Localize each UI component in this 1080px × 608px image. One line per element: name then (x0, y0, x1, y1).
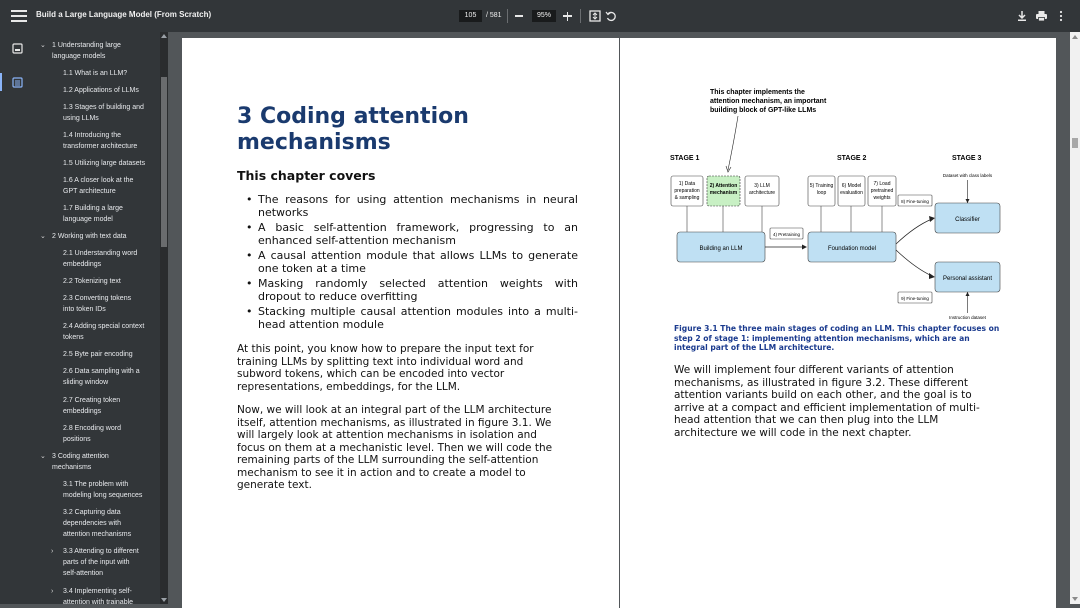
outline-label: embeddings (63, 261, 102, 268)
connector (821, 206, 882, 232)
scrollbar-thumb[interactable] (1072, 138, 1078, 148)
outline-item[interactable] (40, 451, 109, 473)
zoom-out-button[interactable] (515, 10, 523, 22)
arrowhead (929, 216, 935, 222)
fit-to-page-icon[interactable] (589, 10, 601, 22)
download-icon[interactable] (1016, 10, 1028, 22)
document-title: Build a Large Language Model (From Scratch) (36, 10, 212, 19)
flow-arrow (896, 219, 932, 244)
chevron-down-icon[interactable]: ⌄ (40, 233, 46, 240)
step-label: evaluation (840, 190, 863, 196)
body-paragraph: Now, we will look at an integral part of the LLM architecture itself, attention mechanisms, as illustrated in figure 3.1. We will largely look at attention mechanisms in isolation and focus on them at a mechanistic level. Then we will code the remaining parts of the LLM surrounding the self-attention mechanism to see it in action and to create a model to generate text. (237, 404, 553, 491)
stage-label: STAGE 3 (952, 155, 982, 162)
outline-item[interactable] (63, 507, 131, 540)
outline-item[interactable] (63, 321, 144, 343)
outline-item[interactable] (63, 276, 121, 287)
toolbar-divider (580, 9, 581, 23)
box-label: Classifier (955, 217, 980, 223)
scroll-down-arrow-icon[interactable] (1072, 597, 1078, 601)
step-label: 6) Model (841, 183, 862, 189)
chevron-right-icon[interactable]: › (51, 548, 54, 555)
outline-label: 2.3 Converting tokens (63, 295, 132, 302)
rotate-icon[interactable] (605, 10, 617, 22)
chevron-right-icon[interactable]: › (51, 588, 54, 595)
main-scrollbar[interactable] (1070, 32, 1080, 604)
outline-label: 3.3 Attending to different (63, 548, 139, 555)
outline-label: tokens (63, 334, 84, 341)
outline-label: 2 Working with text data (52, 233, 127, 240)
toolbar-divider (507, 9, 508, 23)
outline-label: 1.7 Building a large (63, 205, 123, 212)
outline-label: language model (63, 216, 113, 223)
arrowhead (929, 273, 935, 279)
outline-label: GPT architecture (63, 188, 116, 195)
outline-label: 3 Coding attention (52, 453, 109, 460)
outline-label: transformer architecture (63, 143, 138, 150)
step-label: 4) Pretraining (772, 232, 801, 237)
outline-item[interactable] (63, 349, 133, 360)
step-label: 9) Fine-tuning (901, 296, 929, 301)
outline-item[interactable] (63, 293, 131, 315)
outline-label: modeling long sequences (63, 492, 143, 499)
chapter-title-line: 3 Coding attention (237, 104, 469, 129)
chapter-title (237, 104, 537, 156)
zoom-input[interactable]: 95% (532, 10, 556, 22)
step-label: weights (873, 195, 891, 201)
outline-item[interactable] (63, 102, 144, 124)
page-total: / 581 (486, 12, 502, 19)
chevron-down-icon[interactable]: ⌄ (40, 453, 46, 460)
outline-item[interactable] (63, 130, 137, 152)
step-label: mechanism (709, 190, 738, 196)
scroll-down-arrow-icon[interactable] (161, 598, 167, 602)
pdf-page-left (182, 38, 619, 608)
outline-label: mechanisms (52, 464, 92, 471)
outline-item[interactable] (63, 158, 145, 169)
list-item: • Stacking multiple causal attention modules into a multi-head attention module (248, 306, 578, 331)
outline-label: sliding window (63, 379, 109, 386)
active-indicator (0, 73, 2, 91)
figure-note: building block of GPT-like LLMs (710, 107, 817, 114)
side-rail (0, 32, 33, 604)
step-label: 3) LLM (754, 183, 770, 189)
outline-item[interactable] (63, 248, 137, 270)
figure-caption: Figure 3.1 The three main stages of coding an LLM. This chapter focuses on step 2 of stage 1: implementing attention mechanisms, which are an integral part of the LLM architecture. (674, 324, 1000, 352)
scrollbar-thumb[interactable] (161, 77, 167, 247)
list-item: • Masking randomly selected attention weights with dropout to reduce overfitting (248, 278, 578, 303)
box-label: Personal assistant (942, 276, 993, 282)
note-arrow (728, 116, 738, 170)
outline-label: 1 Understanding large (52, 42, 121, 49)
chevron-down-icon[interactable]: ⌄ (40, 42, 46, 49)
covers-heading: This chapter covers (237, 168, 376, 183)
more-vertical-icon[interactable] (1058, 10, 1064, 22)
outline-label: 1.2 Applications of LLMs (63, 87, 139, 94)
outline-label: 2.1 Understanding word (63, 250, 138, 257)
outline-item[interactable] (40, 231, 127, 242)
outline-item[interactable] (63, 479, 142, 501)
figure-note: This chapter implements the (710, 89, 805, 96)
outline-item[interactable] (63, 423, 121, 445)
outline-label: 3.4 Implementing self- (63, 588, 132, 595)
arrowhead (802, 245, 807, 250)
chapter-title-line: mechanisms (237, 130, 391, 155)
stage-label: STAGE 2 (837, 155, 867, 162)
outline-label: 3.1 The problem with (63, 481, 129, 488)
outline-label: positions (63, 436, 91, 443)
step-label: 1) Data (678, 181, 696, 187)
covers-list (248, 194, 578, 334)
scroll-up-arrow-icon[interactable] (161, 34, 167, 38)
outline-icon[interactable] (12, 77, 23, 88)
list-item: • A basic self-attention framework, progressing to an enhanced self-attention mechanism (248, 222, 578, 247)
step-label: architecture (748, 190, 776, 196)
hamburger-icon[interactable] (11, 8, 27, 24)
step-label: preparation (674, 188, 700, 194)
outline-label: parts of the input with (63, 559, 130, 566)
thumbnails-icon[interactable] (12, 43, 23, 54)
scroll-up-arrow-icon[interactable] (1072, 35, 1078, 39)
outline-label: 2.4 Adding special context (63, 323, 145, 330)
outline-label: 1.4 Introducing the (63, 132, 121, 139)
outline-item[interactable] (63, 68, 127, 79)
zoom-in-button[interactable] (563, 10, 572, 22)
stage-label: STAGE 1 (670, 155, 700, 162)
outline-item[interactable] (51, 546, 139, 579)
outline-label: 2.2 Tokenizing text (63, 278, 121, 285)
outline-label: 1.5 Utilizing large datasets (63, 160, 146, 167)
outline-label: dependencies with (63, 520, 121, 527)
dataset-label: Dataset with class labels (942, 173, 993, 178)
outline-label: language models (52, 53, 106, 60)
outline-label: 2.8 Encoding word (63, 425, 121, 432)
outline-scrollbar[interactable] (160, 32, 168, 604)
box-label: Foundation model (827, 246, 877, 252)
outline-item[interactable] (63, 85, 139, 96)
step-label: 8) Fine-tuning (901, 199, 929, 204)
outline-label: attention with trainable (63, 599, 134, 604)
outline-label: 1.6 A closer look at the (63, 177, 134, 184)
outline-item[interactable] (63, 366, 140, 388)
outline-label: 2.7 Creating token (63, 397, 121, 404)
arrowhead (966, 292, 970, 296)
step-label: 7) Load (873, 181, 891, 187)
print-icon[interactable] (1035, 10, 1048, 22)
outline-label: 2.5 Byte pair encoding (63, 351, 133, 358)
step-label: 5) Training (809, 183, 834, 189)
outline-label: self-attention (63, 570, 104, 577)
outline-item[interactable] (63, 203, 123, 225)
step-label: & sampling (674, 195, 700, 201)
pdf-viewer (168, 32, 1070, 604)
toolbar (0, 0, 1080, 32)
body-paragraph: At this point, you know how to prepare the input text for training LLMs by splitting text into individual word and subword tokens, which can be encoded into vector representations, embeddings, for the LLM. (237, 343, 534, 393)
figure-3-1-diagram (670, 86, 1010, 326)
outline-item[interactable] (63, 175, 133, 197)
flow-arrow (896, 250, 932, 276)
connector (687, 206, 762, 232)
step-label: 2) Attention (709, 183, 738, 189)
dataset-label: Instruction dataset (949, 315, 986, 320)
figure-note: attention mechanism, an important (710, 98, 827, 105)
outline-label: embeddings (63, 408, 102, 415)
outline-label: 1.1 What is an LLM? (63, 70, 128, 77)
list-item: • The reasons for using attention mechanisms in neural networks (248, 194, 578, 219)
step-label: loop (816, 190, 827, 196)
step-label: pretrained (870, 188, 894, 194)
pdf-page-right (620, 38, 1056, 608)
outline-panel (33, 32, 160, 604)
outline-label: 3.2 Capturing data (63, 509, 121, 516)
box-label: Building an LLM (699, 246, 743, 252)
outline-item[interactable] (51, 586, 134, 604)
outline-label: attention mechanisms (63, 531, 132, 538)
outline-item[interactable] (63, 395, 120, 417)
outline-label: 2.6 Data sampling with a (63, 368, 140, 375)
outline-label: 1.3 Stages of building and (63, 104, 144, 111)
outline-item[interactable] (40, 40, 121, 62)
outline-label: using LLMs (63, 115, 99, 122)
body-paragraph: We will implement four different variants of attention mechanisms, as illustrated in figure 3.2. These different attention variants build on each other, and the goal is to arrive at a compact and efficient implementation of multi-head attention that we can then plug into the LLM architecture we will code in the next chapter. (674, 364, 980, 439)
list-item: • A causal attention module that allows LLMs to generate one token at a time (248, 250, 578, 275)
arrowhead (966, 199, 970, 203)
page-number-input[interactable]: 105 (459, 10, 482, 22)
outline-label: into token IDs (63, 306, 106, 313)
